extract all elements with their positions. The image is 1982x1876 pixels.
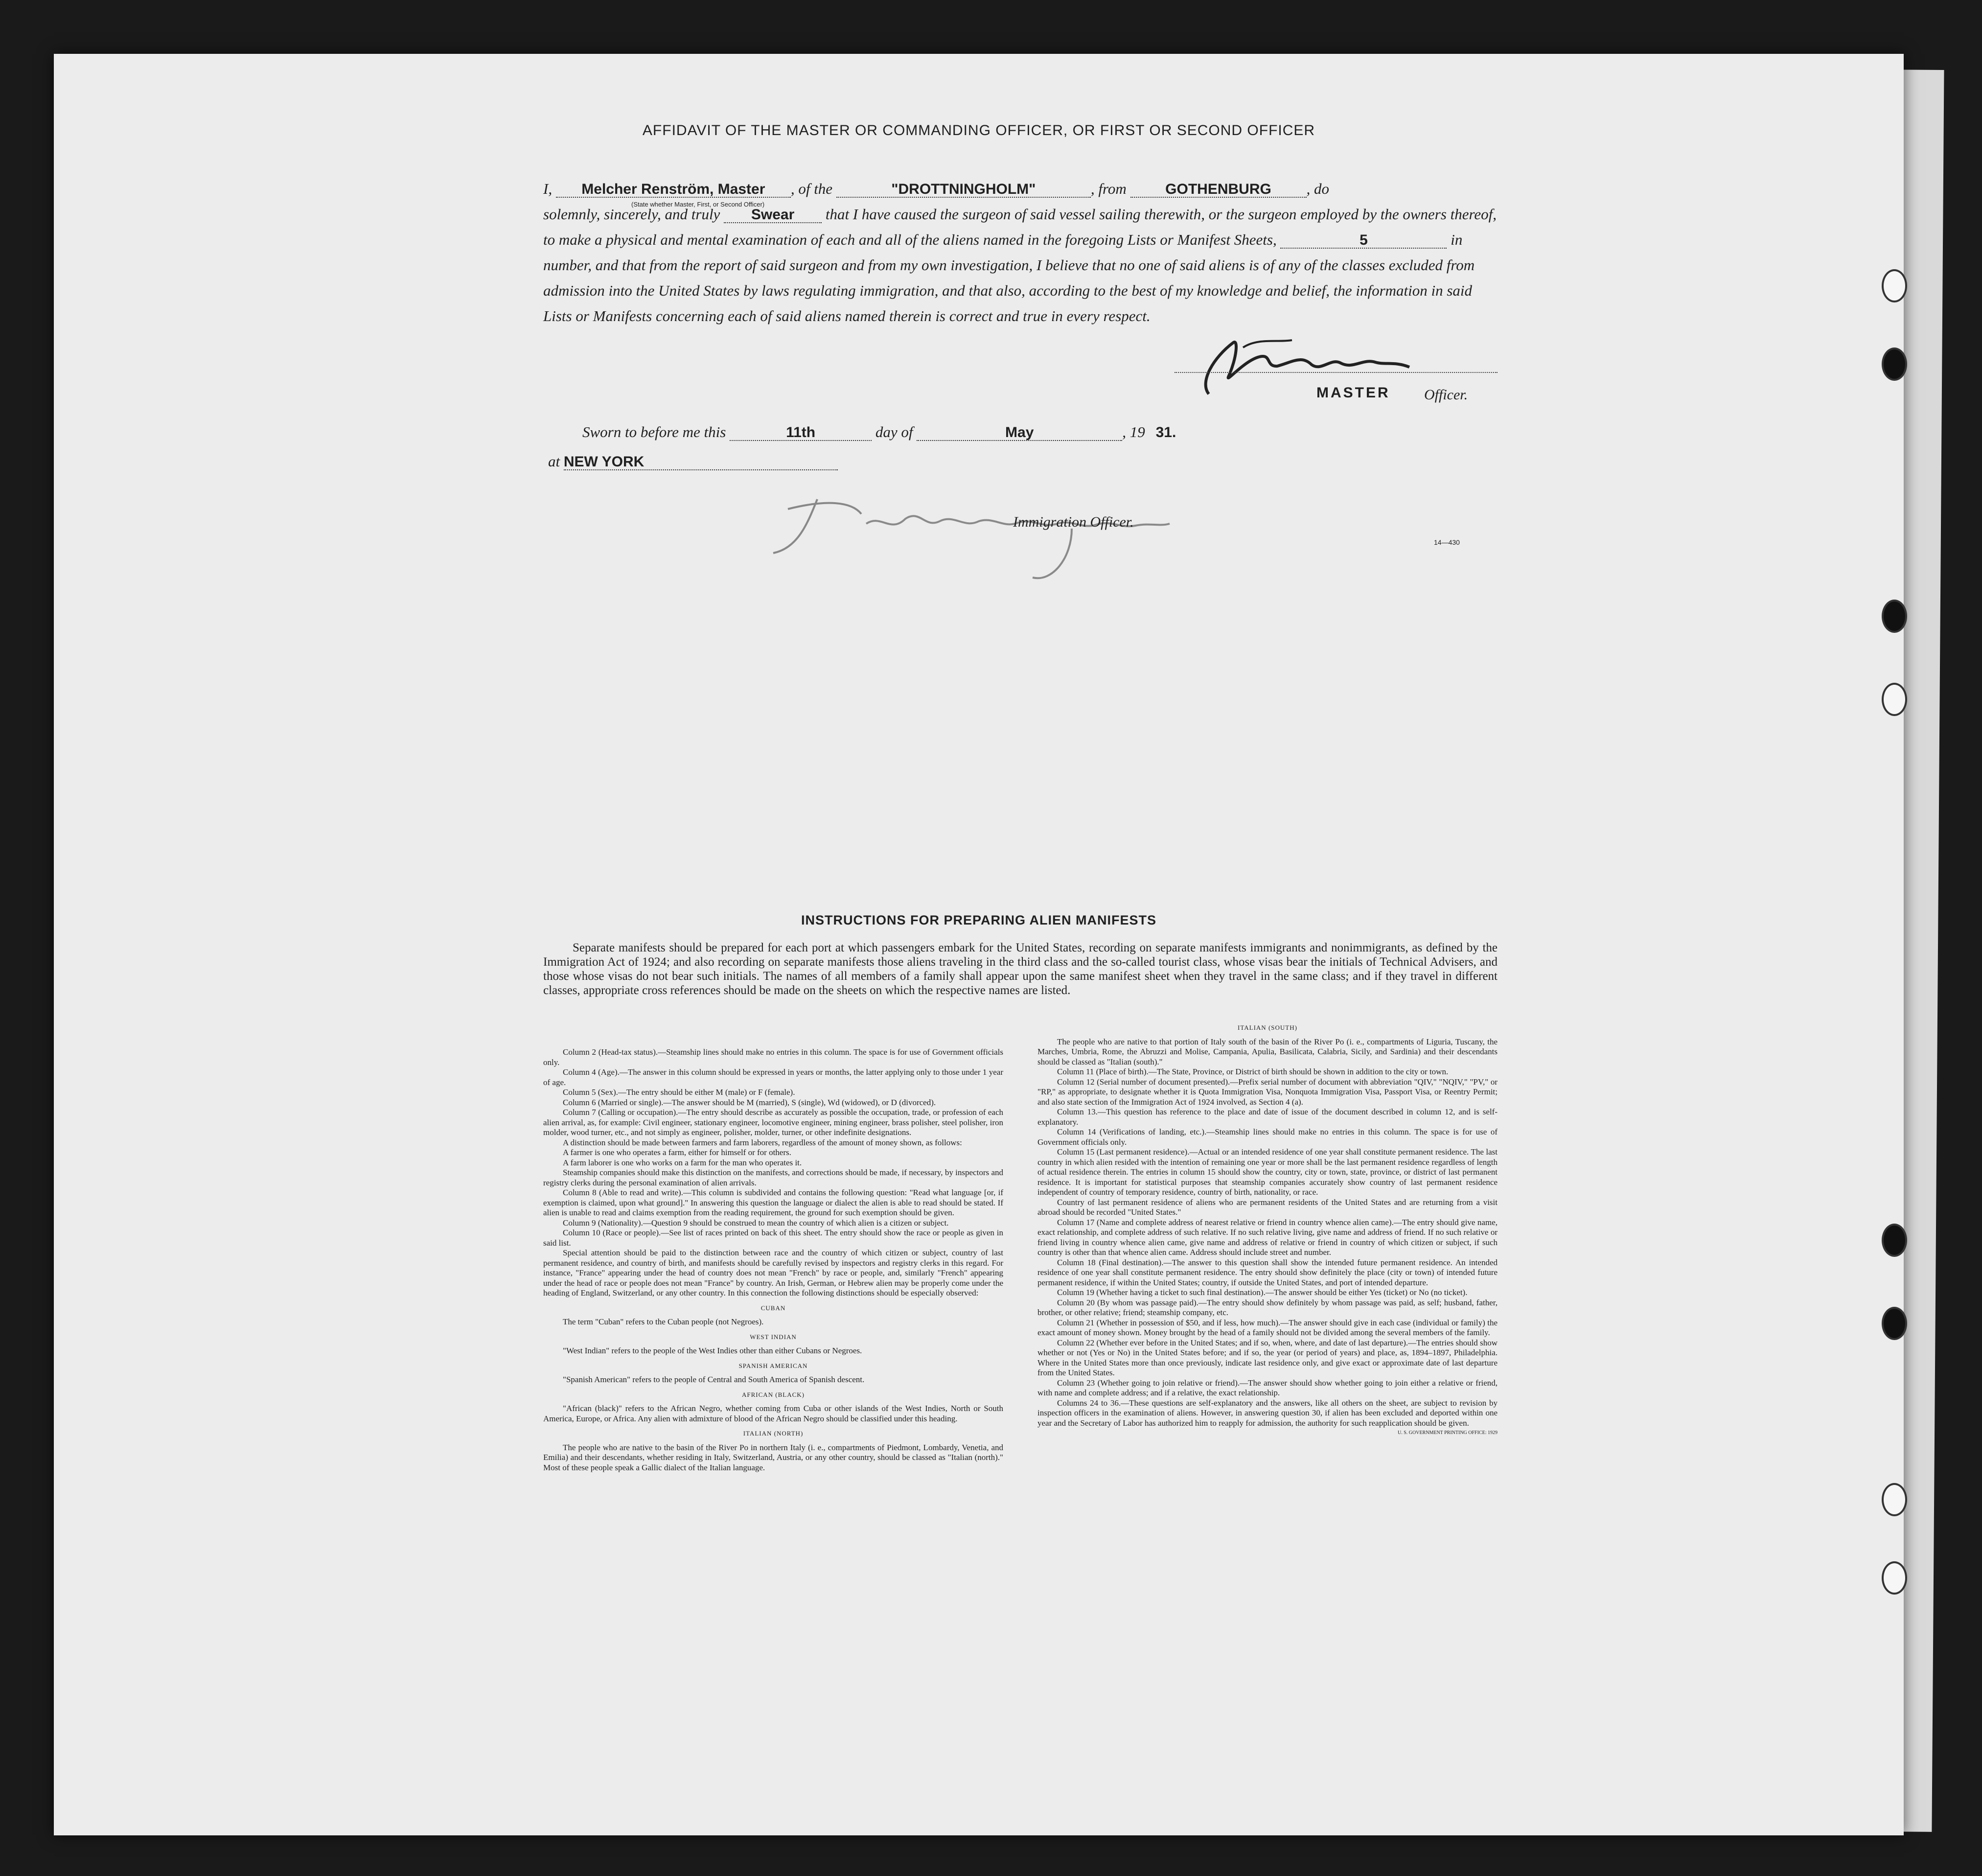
instruction-paragraph: A distinction should be made between farmers and farm laborers, regardless of the amount of money shown, as follows: — [563, 1137, 962, 1147]
master-name-field: Melcher Renström, Master — [556, 182, 791, 198]
sworn-day-field: 11th — [730, 425, 872, 441]
binder-hole — [1882, 683, 1907, 716]
binder-hole — [1882, 269, 1907, 302]
affidavit-text: at — [548, 453, 560, 470]
instruction-paragraph: The people who are native to the basin of the River Po in northern Italy (i. e., compartments of Piedmont, Lombardy, Venetia, and Emilia) and their descendants, whether residing in Italy, Switzerland, Austria, or any other country, should be classed as "Italian (north)." Most of these people speak a Gallic dialect of the Italian language. — [543, 1442, 1003, 1472]
instruction-paragraph: A farm laborer is one who works on a farm for the man who operates it. — [563, 1158, 802, 1167]
instructions-left-column — [543, 1047, 1003, 1473]
instruction-paragraph: Column 7 (Calling or occupation).—The entry should describe as accurately as possible the occupation, trade, or profession of each alien arrival, as, for example: Civil engineer, stationary engineer, locomotive engineer, mining engineer, brass polisher, steel polisher, iron molder, wood turner, etc., and not simply as engineer, polisher, molder, turner, or other indefinite designations. — [543, 1108, 1003, 1137]
instruction-paragraph: Column 4 (Age).—The answer in this column should be expressed in years or months, the latter applying only to those under 1 year of age. — [543, 1067, 1003, 1087]
affidavit-text: , do — [1306, 180, 1329, 197]
sworn-year-field: 31. — [1155, 424, 1176, 440]
instruction-paragraph: Column 20 (By whom was passage paid).—The entry should show definitely by whom passage was paid, as self; husband, father, brother, or other relative; friend; steamship company, etc. — [1037, 1297, 1498, 1317]
instruction-paragraph: Column 17 (Name and complete address of nearest relative or friend in country whence alien came).—The entry should give name, exact relationship, and complete address of such relative. If no such relative living, give name and address of friend. If no such relative or friend living in country whence alien came, give name and address of relative or friend in country of which citizen or subject, if such country is other than that whence alien came. Address should include street and number. — [1037, 1217, 1498, 1257]
binder-hole — [1882, 1307, 1907, 1340]
departure-port-field: GOTHENBURG — [1130, 182, 1307, 198]
document-page — [54, 54, 1904, 1835]
instruction-paragraph: Column 13.—This question has reference to the place and date of issue of the document described in column 12, and is self-explanatory. — [1037, 1107, 1498, 1127]
instruction-paragraph: Columns 24 to 36.—These questions are self-explanatory and the answers, like all others on the sheet, are subject to revision by inspection officers in the examination of aliens. However, in answering question 30, if alien has been excluded and deported within one year and the Secretary of Labor has authorized him to reapply for admission, the authority for such reapplication should be given. — [1037, 1398, 1498, 1428]
instruction-paragraph: "African (black)" refers to the African Negro, whether coming from Cuba or other islands of the West Indies, North or South America, Europe, or Africa. Any alien with admixture of blood of the African Negro should be classified under this heading. — [543, 1404, 1003, 1423]
officer-rank-note: (State whether Master, First, or Second Officer) — [631, 201, 765, 208]
affidavit-text: day of — [875, 423, 913, 440]
instruction-paragraph: Column 21 (Whether in possession of $50, and if less, how much).—The answer should give in each case (individual or family) the exact amount of money shown. Money brought by the head of a family should not be divided among the several members of the family. — [1037, 1318, 1498, 1337]
sworn-place-field: NEW YORK — [564, 455, 838, 470]
section-heading: CUBAN — [761, 1304, 786, 1312]
affidavit-body — [543, 176, 1502, 329]
instruction-paragraph: The people who are native to that portion of Italy south of the basin of the River Po (i. e., compartments of Liguria, Tuscany, the Marches, Umbria, Rome, the Abruzzi and Molise, Campania, Apulia, Basilicata, Calabria, Sicily, and Sardinia) and their descendants should be classed as "Italian (south)." — [1037, 1037, 1498, 1066]
form-number: 14—430 — [1434, 538, 1460, 546]
instruction-paragraph: Column 14 (Verifications of landing, etc.).—Steamship lines should make no entries in this column. The space is for use of Government officials only. — [1037, 1127, 1498, 1147]
instruction-paragraph: Column 6 (Married or single).—The answer should be M (married), S (single), Wd (widowed), or D (divorced). — [563, 1097, 936, 1107]
instruction-paragraph: Column 9 (Nationality).—Question 9 should be construed to mean the country of which alien is a citizen or subject. — [563, 1218, 949, 1228]
instruction-paragraph: Column 15 (Last permanent residence).—Actual or an intended residence of one year shall constitute permanent residence. The last country in which alien resided with the intention of remaining one year or more shall be the last permanent residence regardless of length of actual residence therein. The entries in column 15 should show the country, city or town, state, province, or district of last permanent residence. It is important for statistical purposes that steamship companies accurately show country of last permanent residence independent of country of temporary residence, country of birth, nationality, or race. — [1037, 1147, 1498, 1197]
section-heading: AFRICAN (BLACK) — [741, 1390, 805, 1398]
binder-hole — [1882, 1483, 1907, 1516]
instructions-intro: Separate manifests should be prepared for each port at which passengers embark for the United States, recording on separate manifests immigrants and nonimmigrants, as defined by the Immigration Act of 1924; and also recording on separate manifests those aliens traveling in the third class and the so-called tourist class, whose visas bear the initials of Technical Advisers, and those whose visas do not bear such initials. The names of all members of a family shall appear upon the same manifest sheet when they travel in the same class; and if they travel in different classes, appropriate cross references should be made on the sheets on which the respective names are listed. — [543, 941, 1498, 997]
instruction-paragraph: A farmer is one who operates a farm, either for himself or for others. — [563, 1148, 791, 1157]
affidavit-text: in number, and that from the report of said surgeon and from my own investigation, I believe that no one of said aliens is of any of the classes excluded from admission into the United States by laws regulating immigration, and that also, according to the best of my knowledge and belief, the information in said Lists or Manifests concerning each of said aliens named therein is correct and true in every respect. — [543, 231, 1475, 324]
affidavit-title: AFFIDAVIT OF THE MASTER OR COMMANDING OFFICER, OR FIRST OR SECOND OFFICER — [642, 122, 1315, 139]
immigration-officer-signature — [759, 480, 1248, 592]
instruction-paragraph: Column 12 (Serial number of document presented).—Prefix serial number of document with abbreviation "QIV," "NQIV," "PV," or "RP," as appropriate, to designate whether it is Quota Immigration Visa, Nonquota Immigration Visa, Passport Visa, or Reentry Permit; and also state section of the Immigration Act of 1924 involved, as Section 4 (a). — [1037, 1077, 1498, 1107]
affidavit-text: solemnly, sincerely, and truly — [543, 206, 720, 223]
instruction-paragraph: Country of last permanent residence of aliens who are permanent residents of the United States and are returning from a visit abroad should be recorded "United States." — [1037, 1197, 1498, 1217]
sheet-count-field: 5 — [1280, 233, 1447, 249]
affidavit-text: , of the — [790, 180, 833, 197]
instructions-right-column — [1037, 1018, 1498, 1438]
instruction-paragraph: "Spanish American" refers to the people of Central and South America of Spanish descent. — [563, 1375, 865, 1384]
sworn-line — [582, 423, 1183, 441]
affidavit-text: , from — [1090, 180, 1127, 197]
instruction-paragraph: Steamship companies should make this distinction on the manifests, and corrections should be made, if necessary, by inspectors and registry clerks during the personal examination of alien arrivals. — [543, 1168, 1003, 1187]
signature-line — [1175, 372, 1498, 373]
instruction-paragraph: Column 2 (Head-tax status).—Steamship lines should make no entries in this column. The space is for use of Government officials only. — [543, 1047, 1003, 1067]
section-heading: SPANISH AMERICAN — [738, 1362, 808, 1369]
sworn-month-field: May — [917, 425, 1122, 441]
affidavit-text: I, — [543, 180, 553, 197]
instruction-paragraph: "West Indian" refers to the people of the West Indies other than either Cubans or Negroes. — [563, 1346, 862, 1355]
binder-hole — [1882, 1224, 1907, 1257]
instruction-paragraph: Special attention should be paid to the distinction between race and the country of which citizen or subject, country of last permanent residence, and country of birth, and manifests should be carefully revised by inspectors and registry clerks in this regard. For instance, "France" appearing under the head of country does not mean "French" by race or people, and, similarly "French" appearing under the head of race or people does not mean "France" by country. An Irish, German, or Hebrew alien may be properly come under the heading of England, Switzerland, or any other country. In this connection the following distinctions should be especially observed: — [543, 1248, 1003, 1297]
instruction-paragraph: Column 8 (Able to read and write).—This column is subdivided and contains the following question: "Read what language [or, if exemption is claimed, upon what ground]." In answering this question the language or dialect the alien is able to read should be stated. If alien is unable to read and claims exemption from the reading requirement, the ground for such exemption should be given. — [543, 1188, 1003, 1217]
affidavit-text: , 19 — [1122, 423, 1145, 440]
affidavit-text: Sworn to before me this — [582, 423, 726, 440]
ship-name-field: "DROTTNINGHOLM" — [836, 182, 1091, 198]
officer-label: Officer. — [1424, 387, 1468, 403]
instruction-paragraph: The term "Cuban" refers to the Cuban people (not Negroes). — [563, 1317, 764, 1326]
section-heading: WEST INDIAN — [750, 1333, 797, 1341]
immigration-officer-label: Immigration Officer. — [1013, 514, 1134, 530]
binder-hole — [1882, 1561, 1907, 1595]
at-line — [548, 453, 838, 470]
instruction-paragraph: Column 10 (Race or people).—See list of races printed on back of this sheet. The entry should show the race or people as given in said list. — [543, 1228, 1003, 1248]
instruction-paragraph: Column 23 (Whether going to join relative or friend).—The answer should show whether going to join either a relative or friend, with name and complete address; and if a relative, the exact relationship. — [1037, 1378, 1498, 1397]
instruction-paragraph: Column 5 (Sex).—The entry should be either M (male) or F (female). — [563, 1088, 795, 1097]
instruction-paragraph: Column 19 (Whether having a ticket to such final destination).—The answer should be either Yes (ticket) or No (no ticket). — [1057, 1288, 1468, 1297]
signer-rank: MASTER — [1316, 385, 1390, 401]
instruction-paragraph: Column 18 (Final destination).—The answer to this question shall show the intended future permanent residence. An intended residence of one year shall constitute permanent residence. The entry should show definitely the place (city or town) of intended future permanent residence, if within the United States; country, if outside the United States, and port of intended departure. — [1037, 1257, 1498, 1287]
instructions-title: INSTRUCTIONS FOR PREPARING ALIEN MANIFESTS — [801, 913, 1157, 927]
oath-field: Swear — [724, 208, 822, 223]
instruction-paragraph: Column 22 (Whether ever before in the United States; and if so, when, where, and date of last departure).—The entries should show whether or not (Yes or No) in the United States before; and if so, the year (or period of years) and place, as, 1894–1897, Philadelphia. Where in the United States more than once previously, indicate last residence only, and give exact or approximate date of last departure from the United States. — [1037, 1338, 1498, 1377]
binder-hole — [1882, 600, 1907, 633]
binder-hole — [1882, 347, 1907, 381]
affidavit-text: that I have caused the surgeon of said vessel sailing therewith, or the surgeon employed by the owners thereof, to make a physical and mental examination of each and all of the aliens named in the foregoing Lists or Manifest Sheets, — [543, 206, 1497, 248]
instruction-paragraph: Column 11 (Place of birth).—The State, Province, or District of birth should be shown in addition to the city or town. — [1057, 1067, 1449, 1076]
section-heading: ITALIAN (NORTH) — [743, 1430, 804, 1437]
printer-imprint: U. S. GOVERNMENT PRINTING OFFICE: 1929 — [1398, 1430, 1498, 1436]
section-heading: ITALIAN (SOUTH) — [1238, 1024, 1297, 1031]
